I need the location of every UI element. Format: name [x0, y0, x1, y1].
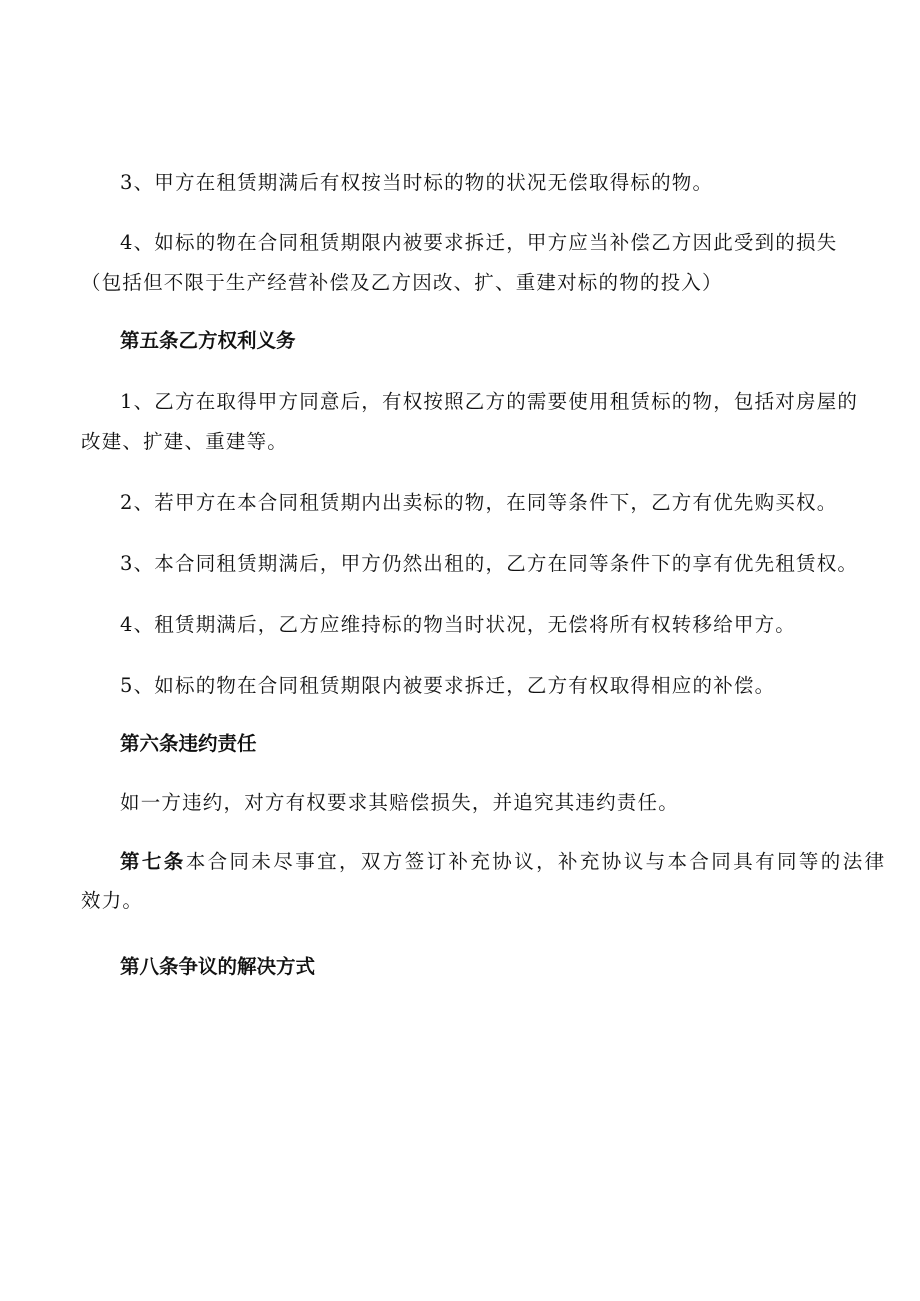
paragraph-article6: 如一方违约，对方有权要求其赔偿损失，并追究其违约责任。	[120, 791, 679, 814]
paragraph-article4-item3: 3、甲方在租赁期满后有权按当时标的物的状况无偿取得标的物。	[120, 171, 714, 194]
paragraph-article5-item1-line1: 1、乙方在取得甲方同意后，有权按照乙方的需要使用租赁标的物，包括对房屋的	[120, 390, 859, 413]
heading-article6: 第六条违约责任	[120, 732, 257, 755]
paragraph-article5-item1-line2: 改建、扩建、重建等。	[81, 430, 289, 453]
heading-article8: 第八条争议的解决方式	[120, 955, 316, 978]
heading-article7-label: 第七条	[120, 850, 186, 873]
paragraph-article5-item4: 4、租赁期满后，乙方应维持标的物当时状况，无偿将所有权转移给甲方。	[120, 613, 797, 636]
paragraph-article7-line1	[0, 848, 920, 876]
paragraph-article7-line2: 效力。	[81, 889, 144, 912]
paragraph-article4-item4-line2: （包括但不限于生产经营补偿及乙方因改、扩、重建对标的物的投入）	[81, 271, 723, 294]
paragraph-article7-text: 本合同未尽事宜，双方签订补充协议，补充协议与本合同具有同等的法律	[185, 850, 887, 873]
paragraph-article4-item4-line1: 4、如标的物在合同租赁期限内被要求拆迁，甲方应当补偿乙方因此受到的损失	[120, 231, 838, 254]
paragraph-article5-item3: 3、本合同租赁期满后，甲方仍然出租的，乙方在同等条件下的享有优先租赁权。	[120, 552, 859, 575]
paragraph-article5-item5: 5、如标的物在合同租赁期限内被要求拆迁，乙方有权取得相应的补偿。	[120, 674, 776, 697]
heading-article5: 第五条乙方权利义务	[120, 329, 296, 352]
paragraph-article5-item2: 2、若甲方在本合同租赁期内出卖标的物，在同等条件下，乙方有优先购买权。	[120, 491, 838, 514]
